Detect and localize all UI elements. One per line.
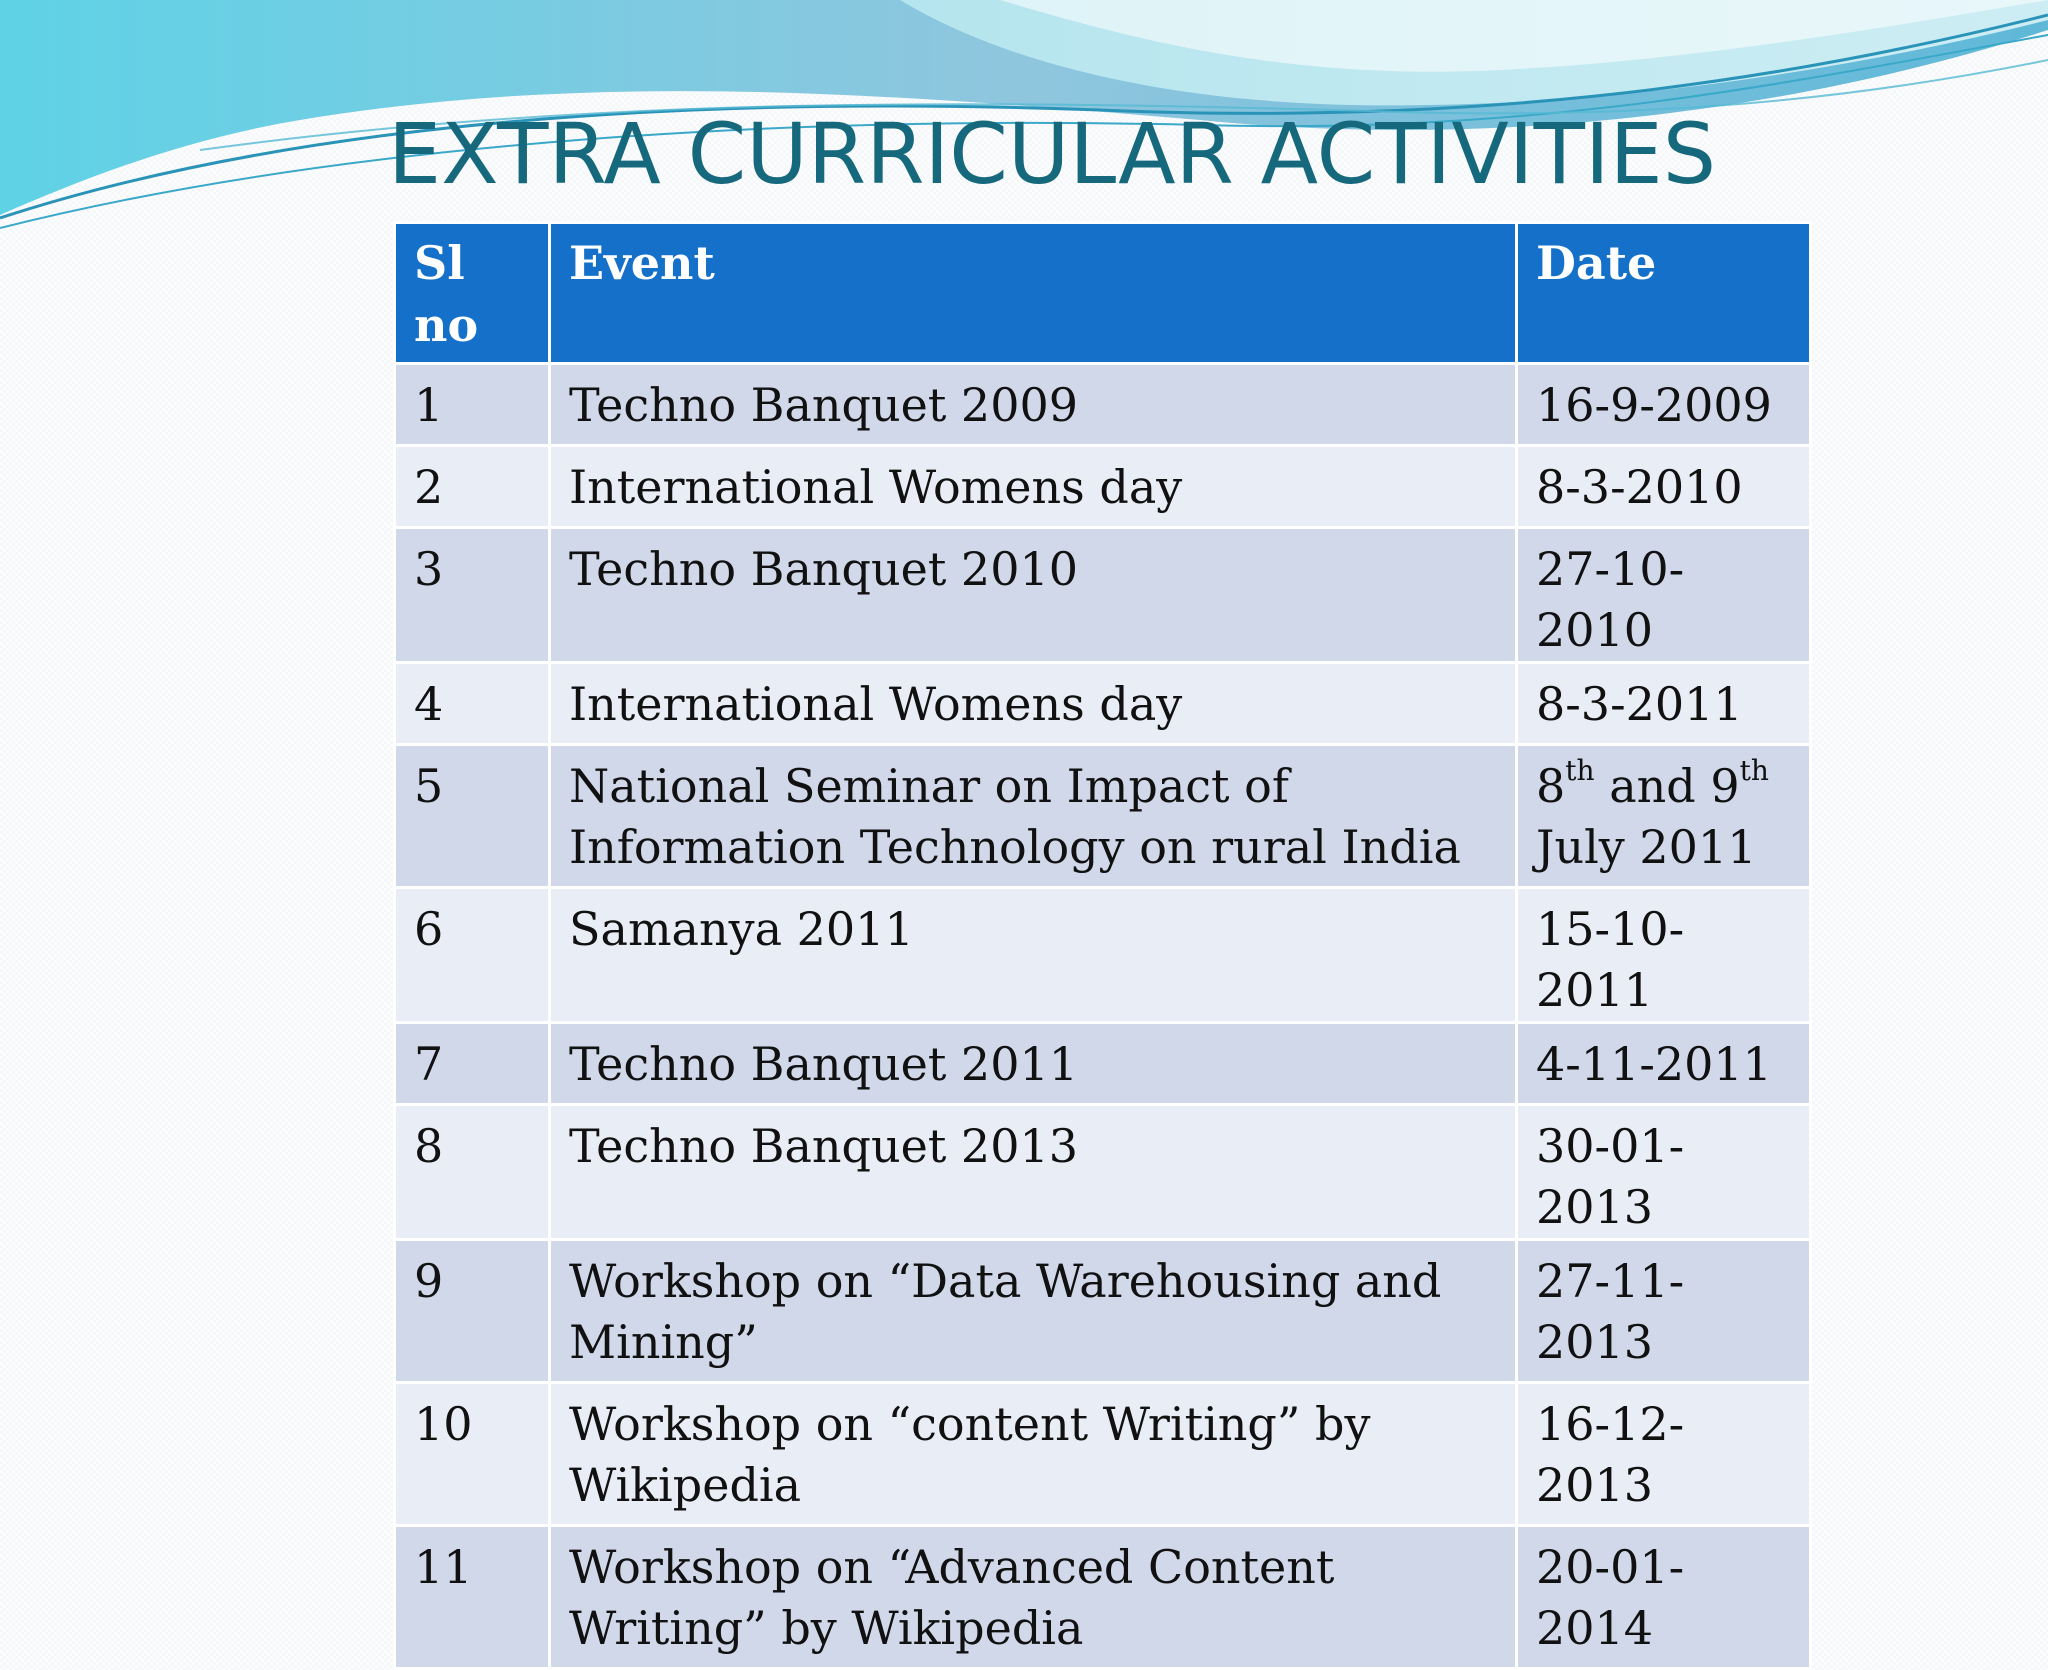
- cell-event: Workshop on “content Writing” by Wikipedia: [550, 1383, 1517, 1526]
- date-ordinal-2: th: [1739, 754, 1769, 787]
- table-header-row: [395, 223, 1811, 364]
- header-event: Event: [550, 223, 1517, 364]
- table-row: [395, 1240, 1811, 1383]
- cell-event: Samanya 2011: [550, 888, 1517, 1023]
- date-day-1: 8: [1536, 759, 1566, 813]
- cell-sl-no: 1: [395, 364, 550, 446]
- cell-date: 15-10-2011: [1517, 888, 1811, 1023]
- table-row: [395, 528, 1811, 663]
- cell-date: 27-10-2010: [1517, 528, 1811, 663]
- cell-date: [1517, 745, 1811, 888]
- cell-sl-no: 6: [395, 888, 550, 1023]
- date-day-2: 9: [1710, 759, 1740, 813]
- cell-sl-no: 2: [395, 446, 550, 528]
- cell-date: 16-12-2013: [1517, 1383, 1811, 1526]
- cell-sl-no: 9: [395, 1240, 550, 1383]
- date-ordinal-1: th: [1565, 754, 1595, 787]
- cell-sl-no: 3: [395, 528, 550, 663]
- cell-date: 8-3-2011: [1517, 663, 1811, 745]
- table-row: [395, 663, 1811, 745]
- cell-sl-no: 8: [395, 1105, 550, 1240]
- table-row: [395, 1383, 1811, 1526]
- cell-sl-no: 4: [395, 663, 550, 745]
- table-row: [395, 446, 1811, 528]
- table-row: [395, 1105, 1811, 1240]
- table-row: [395, 364, 1811, 446]
- header-date: Date: [1517, 223, 1811, 364]
- cell-event: International Womens day: [550, 663, 1517, 745]
- date-month-year: July 2011: [1536, 820, 1757, 874]
- cell-event: International Womens day: [550, 446, 1517, 528]
- cell-date: 27-11-2013: [1517, 1240, 1811, 1383]
- cell-event: Techno Banquet 2011: [550, 1023, 1517, 1105]
- cell-sl-no: 5: [395, 745, 550, 888]
- cell-sl-no: 11: [395, 1526, 550, 1669]
- slide-title: EXTRA CURRICULAR ACTIVITIES: [388, 105, 1717, 203]
- cell-event: Workshop on “Advanced Content Writing” by Wikipedia: [550, 1526, 1517, 1669]
- table-row: [395, 888, 1811, 1023]
- cell-event: National Seminar on Impact of Information Technology on rural India: [550, 745, 1517, 888]
- cell-date: 30-01-2013: [1517, 1105, 1811, 1240]
- cell-sl-no: 7: [395, 1023, 550, 1105]
- date-connector: and: [1594, 759, 1711, 813]
- cell-sl-no: 10: [395, 1383, 550, 1526]
- cell-event: Techno Banquet 2010: [550, 528, 1517, 663]
- cell-date: 8-3-2010: [1517, 446, 1811, 528]
- cell-event: Techno Banquet 2009: [550, 364, 1517, 446]
- cell-date: 16-9-2009: [1517, 364, 1811, 446]
- cell-date: 20-01-2014: [1517, 1526, 1811, 1669]
- header-sl-no: Sl no: [395, 223, 550, 364]
- cell-date: 4-11-2011: [1517, 1023, 1811, 1105]
- table-row: [395, 1023, 1811, 1105]
- cell-event: Techno Banquet 2013: [550, 1105, 1517, 1240]
- table-row: [395, 1526, 1811, 1669]
- events-table: [393, 221, 1812, 1670]
- cell-event: Workshop on “Data Warehousing and Mining”: [550, 1240, 1517, 1383]
- table-row: [395, 745, 1811, 888]
